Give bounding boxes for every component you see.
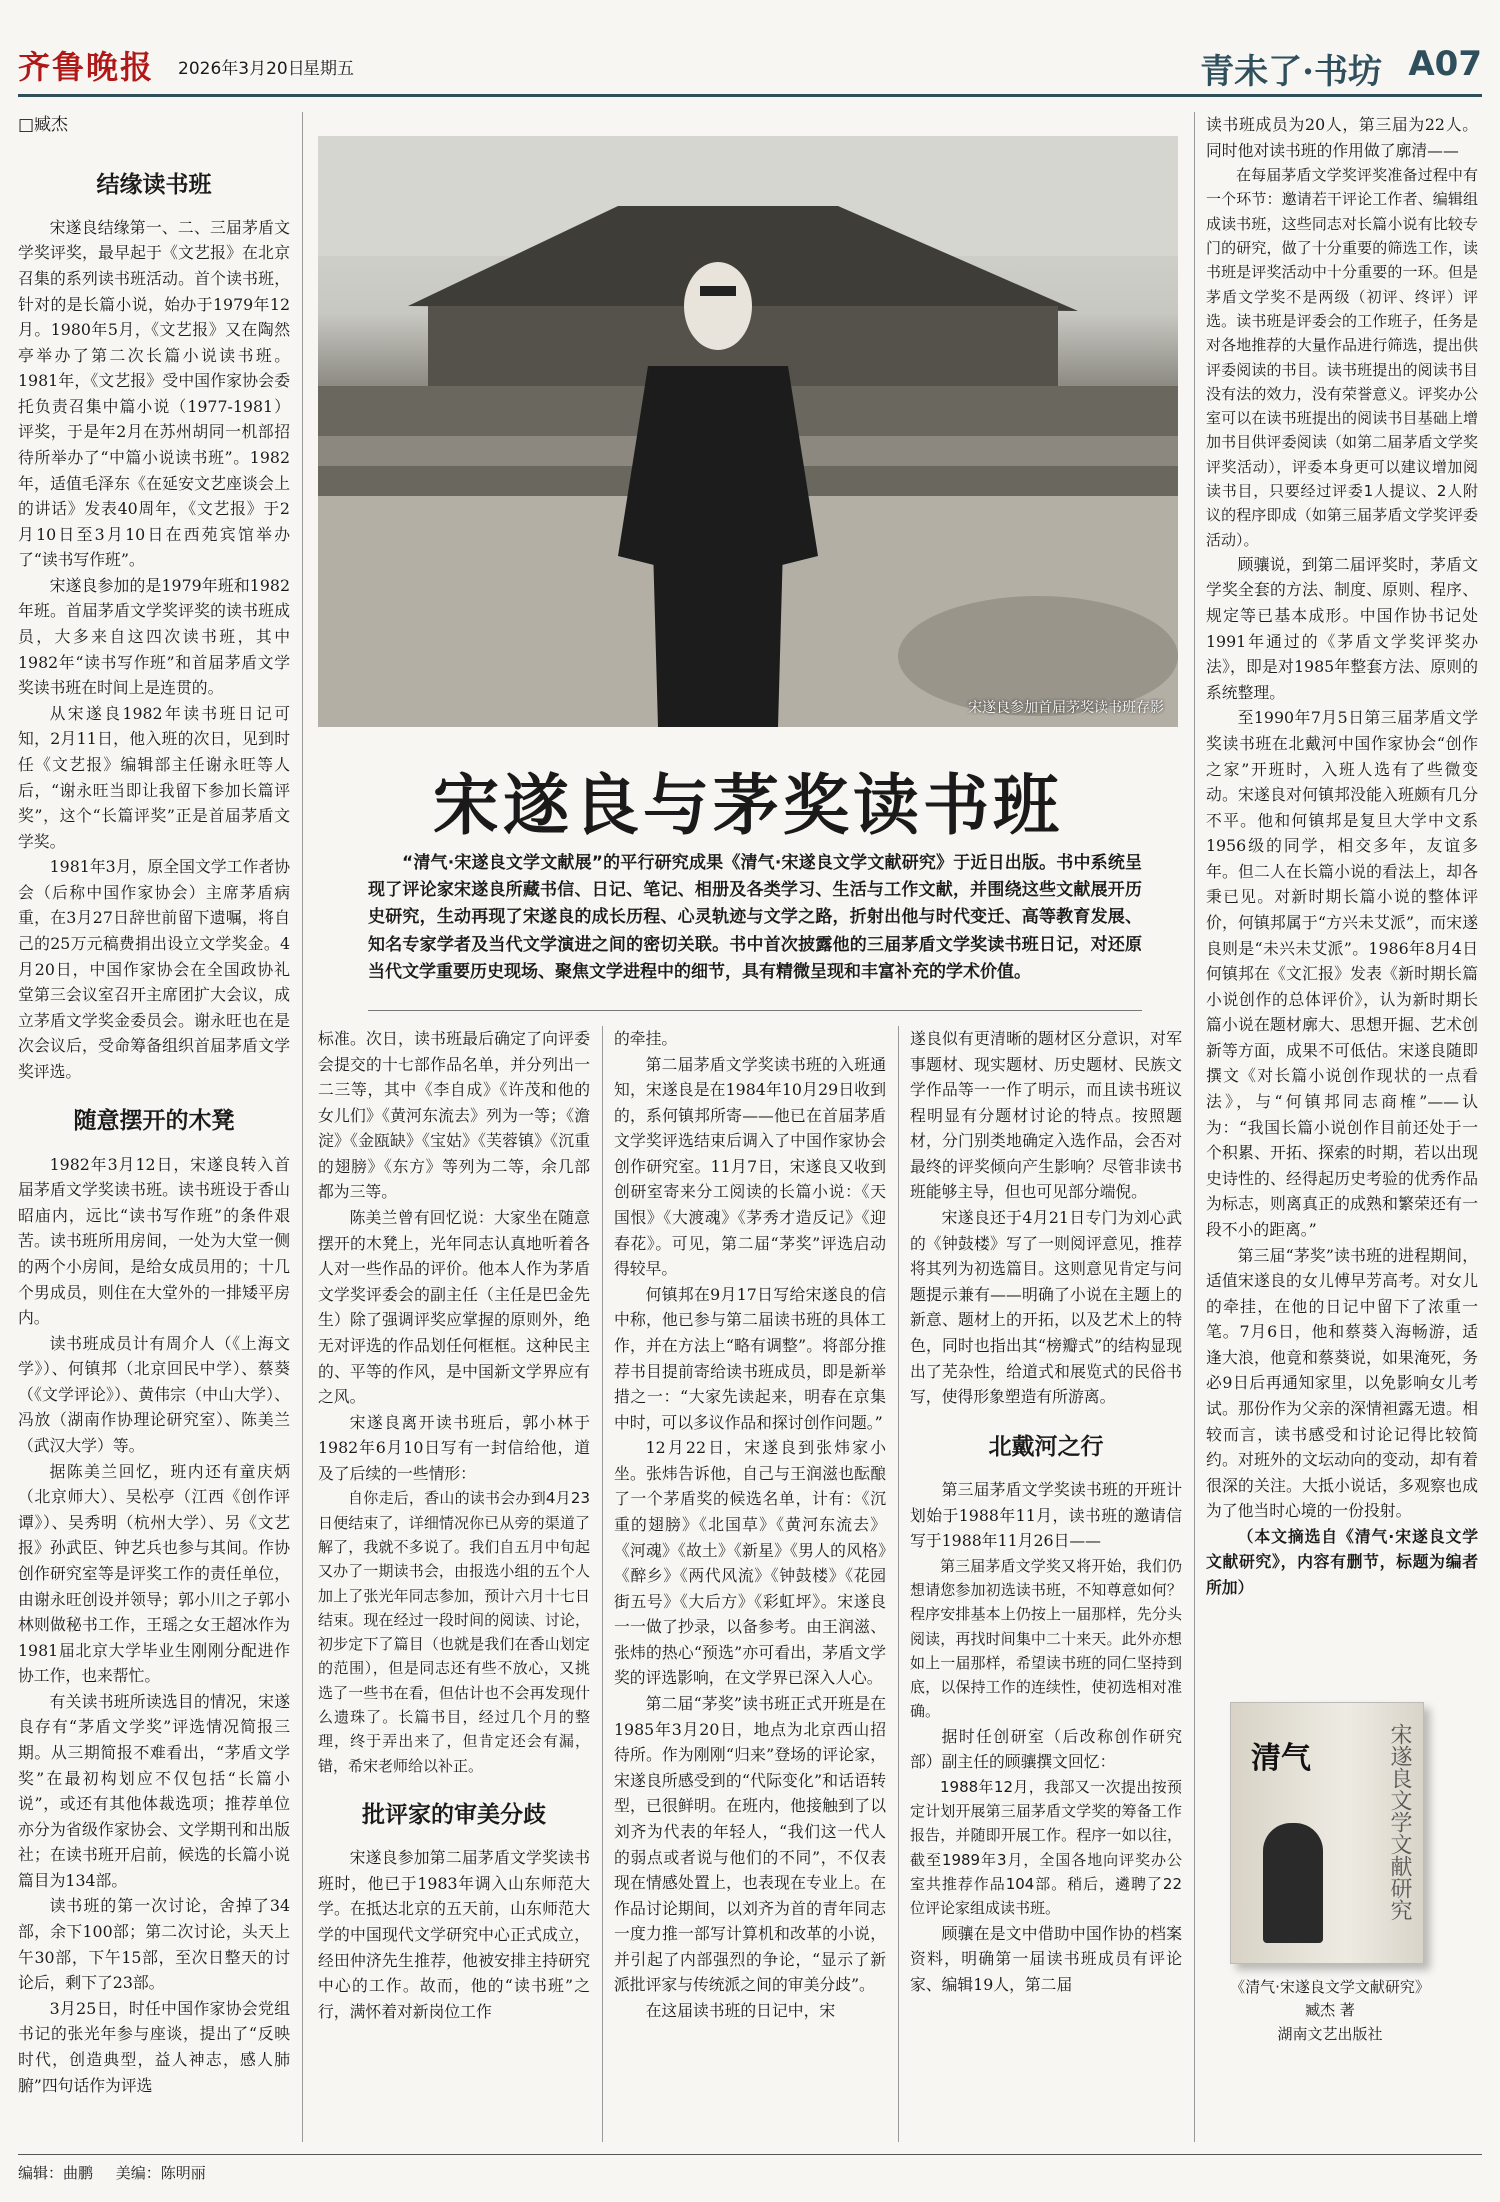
book-caption-title: 《清气·宋遂良文学文献研究》 [1230,1978,1430,1996]
historical-photo [318,136,1178,727]
section-heading-1: 结缘读书班 [96,170,212,198]
book-cover-subtitle: 宋遂良文学文献研究 [1387,1723,1412,1921]
paragraph: 读书班成员计有周介人（《上海文学》）、何镇邦（北京回民中学）、蔡葵（《文学评论》）、黄伟宗（中山大学）、冯放（湖南作协理论研究室）、陈美兰（武汉大学）等。 [18,1333,290,1456]
quote-block: 1988年12月，我部又一次提出按预定计划开展第三届茅盾文学奖的筹备工作报告，并随即开展工作。程序一如以往，截至1989年3月，全国各地向评奖办公室共推荐作品104部。稍后，遴聘了22位评论家组成读书班。 [910,1777,1182,1918]
book-caption [1180,1976,1480,2046]
article-column-5 [1206,112,1478,1601]
footer-rule [18,2154,1482,2155]
paragraph: 顾骧在是文中借助中国作协的档案资料，明确第一届读书班成员有评论家、编辑19人，第二届 [910,1923,1182,1994]
paragraph: 3月25日，时任中国作家协会党组书记的张光年参与座谈，提出了“反映时代，创造典型，益人神志，感人肺腑”四句话作为评选 [18,1998,290,2095]
page-number: A07 [1408,44,1482,84]
lead-text: “清气·宋遂良文学文献展”的平行研究成果《清气·宋遂良文学文献研究》于近日出版。书中系统呈现了评论家宋遂良所藏书信、日记、笔记、相册及各类学习、生活与工作文献，并围绕这些文献展开历史研究，生动再现了宋遂良的成长历程、心灵轨迹与文学之路，折射出他与时代变迁、高等教育发展、知名专家学者及当代文学演进之间的密切关联。书中首次披露他的三届茅盾文学奖读书班日记，对还原当代文学重要历史现场、聚焦文学进程中的细节，具有精微呈现和丰富补充的学术价值。 [368,853,1142,982]
book-cover-figure [1263,1823,1323,1943]
paragraph: 据时任创研室（后改称创作研究部）副主任的顾骧撰文回忆： [910,1726,1182,1772]
byline: □臧杰 [18,115,69,135]
quote-block: 第三届茅盾文学奖又将开始，我们仍想请您参加初选读书班，不知尊意如何？程序安排基本上仍按上一届那样，先分头阅读，再找时间集中二十来天。此外亦想如上一届那样，希望读书班的同仁坚持到底，以保持工作的连续性，使初选相对准确。 [910,1556,1182,1721]
book-cover-title: 清气 [1251,1741,1311,1776]
section-heading-3: 批评家的审美分歧 [362,1800,546,1828]
paragraph: 第三届茅盾文学奖读书班的开班计划始于1988年11月，读书班的邀请信写于1988年11月26日—— [910,1479,1182,1551]
paragraph: 的牵挂。 [614,1029,678,1048]
paragraph: 第三届“茅奖”读书班的进程期间，适值宋遂良的女儿傅早芳高考。对女儿的牵挂，在他的日记中留下了浓重一笔。7月6日，他和蔡葵入海畅游，适逢大浪，他竟和蔡葵说，如果淹死，务必9日后再通知家里，以免影响女儿考试。那份作为父亲的深情袒露无遗。相较而言，读书感受和讨论记得比较简约。对班外的文坛动向的变动，却有着很深的关注。大抵小说话，多观察也成为了他当时心境的一份投射。 [1206,1245,1478,1521]
header-rule [18,94,1482,97]
issue-date: 2026年3月20日 [178,59,305,79]
paragraph: 宋遂良结缘第一、二、三届茅盾文学奖评奖，最早起于《文艺报》在北京召集的系列读书班活动。首个读书班，针对的是长篇小说，始办于1979年12月。1980年5月，《文艺报》又在陶然亭举办了第二次长篇小说读书班。1981年，《文艺报》受中国作家协会委托负责召集中篇小说（1977-1981）评奖，于是年2月在苏州胡同一机部招待所举办了“中篇小说读书班”。1982年，适值毛泽东《在延安文艺座谈会上的讲话》发表40周年，《文艺报》于2月10日至3月10日在西苑宾馆举办了“读书写作班”。 [18,217,290,570]
page-footer [18,2162,224,2183]
headline: 宋遂良与茅奖读书班 [433,766,1063,844]
paragraph: 第二届“茅奖”读书班正式开班是在1985年3月20日，地点为北京西山招待所。作为刚刚“归来”登场的评论家，宋遂良所感受到的“代际变化”和话语转型，已很鲜明。在班内，他接触到了以刘齐为代表的年轻人，“我们这一代人的弱点或者说与他们的不同”，不仅表现在情感处置上，也表现在专业上。在作品讨论期间，以刘齐为首的青年同志一度力推一部写计算机和改革的小说，并引起了内部强烈的争论，“显示了新派批评家与传统派之间的审美分歧”。 [614,1694,886,1995]
quote-block: 自你走后，香山的读书会办到4月23日便结束了，详细情况你已从旁的渠道了解了，我就不多说了。我们自五月中旬起又办了一期读书会，由报选小组的五个人加上了张光年同志参加，预计六月十七日结束。现在经过一段时间的阅读、讨论，初步定下了篇目（也就是我们在香山划定的范围），但是同志还有些不放心，又挑选了一些书在看，但估计也不会再发现什么遗珠了。长篇书目，经过几个月的整理，终于弄出来了，但肯定还会有漏，错，希宋老师给以补正。 [318,1489,590,1775]
paragraph: 宋遂良还于4月21日专门为刘心武的《钟鼓楼》写了一则阅评意见，推荐将其列为初选篇目。这则意见肯定与问题提示兼有——明确了小说在主题上的新意、题材上的开拓，以及艺术上的特色，同时也指出其“榜瓣式”的结构显现出了芜杂性，给道式和展览式的民俗书写，使得形象塑造有所游离。 [910,1208,1182,1407]
page-header [18,38,1482,90]
paragraph: 有关读书班所读选目的情况，宋遂良存有“茅盾文学奖”评选情况简报三期。从三期简报不难看出，“茅盾文学奖”在最初构划应不仅包括“长篇小说”，或还有其他体裁选项；推荐单位亦分为省级作家协会、文学期刊和出版社；在读书班开启前，候选的长篇小说篇目为134部。 [18,1691,290,1890]
paragraph: 宋遂良参加的是1979年班和1982年班。首届茅盾文学奖评奖的读书班成员，大多来自这四次读书班，其中1982年“读书写作班”和首届茅盾文学奖读书班在时间上是连贯的。 [18,575,290,698]
book-caption-author: 臧杰 著 [1305,2001,1355,2020]
lead-rule [368,1010,1142,1011]
paragraph: 12月22日，宋遂良到张炜家小坐。张炜告诉他，自己与王润滋也酝酿了一个茅盾奖的候选名单，计有：《沉重的翅膀》《北国草》《黄河东流去》《河魂》《故土》《新星》《男人的风格》《醉乡》《两代风流》《钟鼓楼》《花园街五号》《大后方》《彩虹坪》。宋遂良一一做了抄录，以备参考。由王润滋、张炜的热心“预选”亦可看出，茅盾文学奖的评选影响，在文学界已深入人心。 [614,1438,886,1688]
paragraph: 读书班的第一次讨论，舍掉了34部，余下100部；第二次讨论，头天上午30部，下午15部，至次日整天的讨论后，剩下了23部。 [18,1896,290,1993]
article-column-4 [910,1026,1182,1997]
editor-credit: 编辑：曲鹏 [18,2164,94,2182]
paragraph: 至1990年7月5日第三届茅盾文学奖读书班在北戴河中国作家协会“创作之家”开班时，入班人选有了些微变动。宋遂良对何镇邦没能入班颇有几分不平。他和何镇邦是复旦大学中文系1956级的同学，相交多年，友谊多年。但二人在长篇小说的看法上，却各秉已见。对新时期长篇小说的整体评价，何镇邦属于“方兴未艾派”，而宋遂良则是“未兴未艾派”。1986年8月4日何镇邦在《文汇报》发表《新时期长篇小说创作的总体评价》，认为新时期长篇小说在题材廓大、思想开掘、艺术创新等方面，成果不可低估。宋遂良随即撰文《对长篇小说创作现状的一点看法》，与“何镇邦同志商榷”——认为：“我国长篇小说创作目前还处于一个积累、开拓、探索的时期，若以出现史诗性的、经得起历史考验的优秀作品为标志，则离真正的成熟和繁荣还有一段不小的距离。” [1206,708,1478,1239]
paragraph: 何镇邦在9月17日写给宋遂良的信中称，他已参与第二届读书班的具体工作，并在方法上“略有调整”。将部分推荐书目提前寄给读书班成员，即是新举措之一：“大家先读起来，明春在京集中时，可以多议作品和探讨创作问题。” [614,1284,886,1432]
article-column-2 [318,1026,590,2024]
book-caption-publisher: 湖南文艺出版社 [1277,2024,1383,2043]
photo-caption: 宋遂良参加首届茅奖读书班存影 [968,700,1164,716]
paragraph: 1982年3月12日，宋遂良转入首届茅盾文学奖读书班。读书班设于香山昭庙内，远比“读书写作班”的条件艰苦。读书班所用房间，一处为大堂一侧的两个小房间，是给女成员用的；十几个男成员，则住在大堂外的一排矮平房内。 [18,1154,290,1328]
article-column-3 [614,1026,886,2024]
column-rule [302,112,303,2142]
editor-note: （本文摘选自《清气·宋遂良文学文献研究》，内容有删节，标题为编者所加） [1206,1526,1478,1598]
section-heading-2: 随意摆开的木凳 [73,1107,235,1135]
paragraph: 在这届读书班的日记中，宋 [645,2000,836,2020]
column-rule [1194,112,1195,2142]
lead-paragraph [368,850,1142,986]
paragraph: 据陈美兰回忆，班内还有童庆炳（北京师大）、吴松亭（江西《创作评谭》）、吴秀明（杭州大学）、另《文艺报》孙武臣、钟艺兵也参与其间。作协创作研究室等是评奖工作的责任单位，由谢永旺创设并领导；郭小川之子郭小林则做秘书工作，王瑶之女王超冰作为1981届北京大学毕业生刚刚分配进作协工作，也来帮忙。 [18,1461,290,1686]
quote-block: 在每届茅盾文学奖评奖准备过程中有一个环节：邀请若干评论工作者、编辑组成读书班，这些同志对长篇小说有比较专门的研究，做了十分重要的筛选工作，读书班是评奖活动中十分重要的一环。但是茅盾文学奖不是两级（初评、终评）评选。读书班是评委会的工作班子，任务是对各地推荐的大量作品进行筛选，提出供评委阅读的书目。读书班提出的阅读书目没有法的效力，没有荣誉意义。评奖办公室可以在读书班提出的阅读书目基础上增加书目供评委阅读（如第二届茅盾文学奖评奖活动），评委本身更可以建议增加阅读书目，只要经过评委1人提议、2人附议的程序即成（如第三届茅盾文学奖评委活动）。 [1206,166,1478,549]
paragraph: 宋遂良离开读书班后，郭小林于1982年6月10日写有一封信给他，道及了后续的一些情形： [318,1412,590,1483]
paragraph: 从宋遂良1982年读书班日记可知，2月11日，他入班的次日，见到时任《文艺报》编辑部主任谢永旺等人后，“谢永旺当即让我留下参加长篇评奖”，这个“长篇评奖”正是首届茅盾文学奖。 [18,703,290,851]
designer-credit: 美编：陈明丽 [115,2164,206,2182]
section-name: 青未了·书坊 [1200,52,1382,92]
photo-illustration [318,136,1178,727]
book-cover-image [1230,1702,1424,1964]
paragraph-group [18,215,290,1085]
paragraph: 陈美兰曾有回忆说：大家坐在随意摆开的木凳上，光年同志认真地听着各人对一些作品的评价。他本人作为茅盾文学奖评委会的副主任（主任是巴金先生）除了强调评奖应掌握的原则外，绝无对评选的作品划任何框框。这种民主的、平等的作风，是中国新文学界应有之风。 [318,1208,590,1407]
column-rule [602,1026,603,2142]
paragraph: 第二届茅盾文学奖读书班的入班通知，宋遂良是在1984年10月29日收到的，系何镇邦所寄——他已在首届茅盾文学奖评选结束后调入了中国作家协会创作研究室。11月7日，宋遂良又收到创研室寄来分工阅读的长篇小说：《天国恨》《大渡魂》《茅秀才造反记》《迎春花》。可见，第二届“茅奖”评选启动得较早。 [614,1054,886,1279]
article-column-1 [18,112,290,2098]
column-rule [898,1026,899,2142]
paragraph: 宋遂良参加第二届茅盾文学奖读书班时，他已于1983年调入山东师范大学。在抵达北京的五天前，山东师范大学的中国现代文学研究中心正式成立，经田仲济先生推荐，他被安排主持研究中心的工作。故而，他的“读书班”之行，满怀着对新岗位工作 [318,1848,590,2021]
paragraph: 读书班成员为20人，第三届为22人。同时他对读书班的作用做了廓清—— [1206,115,1478,160]
paragraph: 1981年3月，原全国文学工作者协会（后称中国作家协会）主席茅盾病重，在3月27日辞世前留下遗嘱，将自己的25万元稿费捐出设立文学奖金。4月20日，中国作家协会在全国政协礼堂第三会议室召开主席团扩大会议，成立茅盾文学奖金委员会。谢永旺也在是次会议后，受命筹备组织首届茅盾文学奖评选。 [18,857,290,1081]
paragraph-group [18,1152,290,2098]
section-heading-4: 北戴河之行 [988,1432,1104,1460]
masthead-logo: 齐鲁晚报 [18,48,155,86]
paragraph: 遂良似有更清晰的题材区分意识，对军事题材、现实题材、历史题材、民族文学作品等一一作了明示，而且读书班议程明显有分题材讨论的特点。按照题材，分门别类地确定入选作品，会否对最终的评奖倾向产生影响？尽管非读书班能够主导，但也可见部分端倪。 [910,1029,1182,1202]
issue-weekday: 星期五 [303,59,354,79]
paragraph: 标准。次日，读书班最后确定了向评委会提交的十七部作品名单，并分列出一二三等，其中《李自成》《许茂和他的女儿们》《黄河东流去》列为一等；《澹淀》《金瓯缺》《宝姑》《芙蓉镇》《沉重的翅膀》《东方》等列为二等，余几部都为三等。 [318,1029,590,1202]
paragraph: 顾骧说，到第二届评奖时，茅盾文学奖全套的方法、制度、原则、程序、规定等已基本成形。中国作协书记处1991年通过的《茅盾文学奖评奖办法》，即是对1985年整套方法、原则的系统整理。 [1206,554,1478,702]
